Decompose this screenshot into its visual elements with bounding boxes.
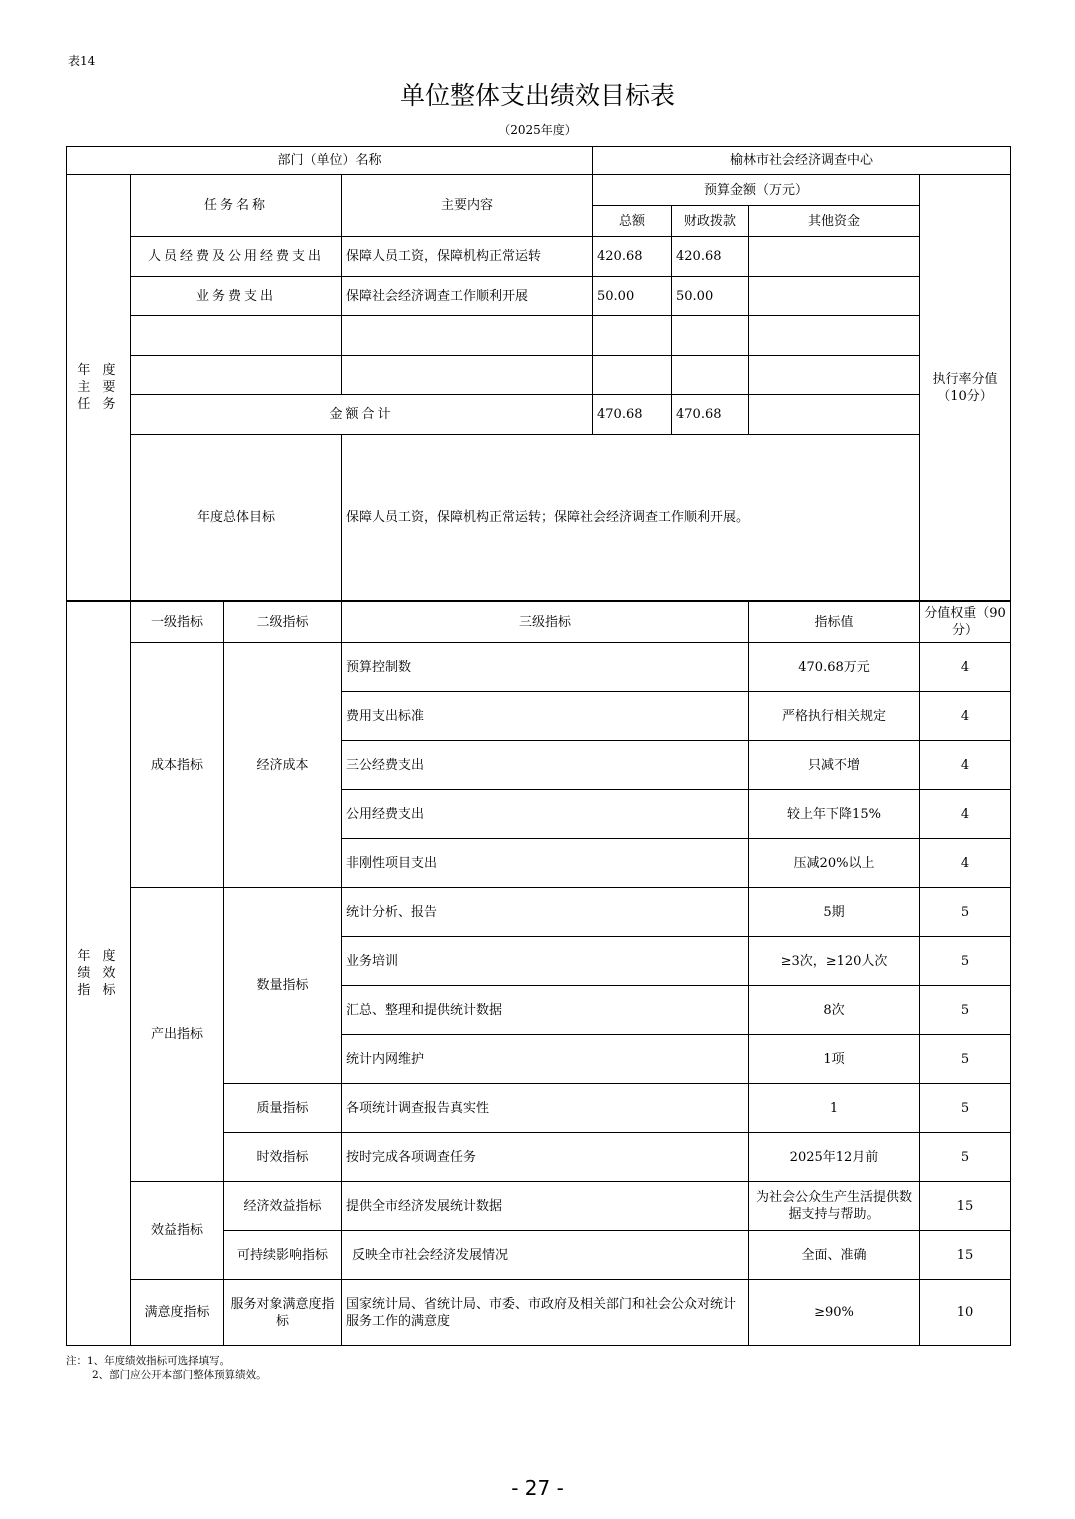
benefit-indicator: 效益指标 — [131, 1182, 224, 1280]
col-level3: 三级指标 — [342, 602, 749, 643]
task-content: 保障社会经济调查工作顺利开展 — [342, 277, 593, 316]
table-row — [67, 643, 1011, 692]
dept-name-label: 部门（单位）名称 — [67, 147, 593, 175]
indicator-value: 全面、准确 — [749, 1231, 920, 1280]
quality-indicator: 质量指标 — [224, 1084, 342, 1133]
task-fiscal — [672, 316, 749, 356]
level3-item: 按时完成各项调查任务 — [342, 1133, 749, 1182]
task-fiscal: 50.00 — [672, 277, 749, 316]
table-row — [67, 277, 1011, 316]
col-total: 总额 — [593, 206, 672, 237]
indicator-value: ≥3次，≥120人次 — [749, 937, 920, 986]
level3-item: 业务培训 — [342, 937, 749, 986]
cost-indicator: 成本指标 — [131, 643, 224, 888]
sum-total: 470.68 — [593, 395, 672, 435]
task-total: 50.00 — [593, 277, 672, 316]
table-label: 表14 — [68, 54, 96, 68]
sum-row — [67, 395, 1011, 435]
weight-value: 4 — [920, 839, 1011, 888]
weight-value: 4 — [920, 692, 1011, 741]
service-satisfaction-indicator: 服务对象满意度指标 — [224, 1280, 342, 1346]
level3-item: 反映全市社会经济发展情况 — [342, 1231, 749, 1280]
annual-tasks-label: 年 度 主 要 任 务 — [67, 175, 131, 601]
sustainability-indicator: 可持续影响指标 — [224, 1231, 342, 1280]
level3-item: 国家统计局、省统计局、市委、市政府及相关部门和社会公众对统计服务工作的满意度 — [342, 1280, 749, 1346]
economic-cost: 经济成本 — [224, 643, 342, 888]
col-main-content: 主要内容 — [342, 175, 593, 237]
col-weight: 分值权重（90分） — [920, 602, 1011, 643]
exec-rate-score: 执行率分值（10分） — [920, 175, 1011, 601]
task-other — [749, 277, 920, 316]
col-level1: 一级指标 — [131, 602, 224, 643]
task-name: 业务费支出 — [131, 277, 342, 316]
weight-value: 5 — [920, 888, 1011, 937]
level3-item: 统计分析、报告 — [342, 888, 749, 937]
task-total — [593, 316, 672, 356]
indicator-value: 为社会公众生产生活提供数据支持与帮助。 — [749, 1182, 920, 1231]
weight-value: 5 — [920, 937, 1011, 986]
output-indicator: 产出指标 — [131, 888, 224, 1182]
indicator-value: 8次 — [749, 986, 920, 1035]
table-row — [67, 356, 1011, 395]
annual-goal-label: 年度总体目标 — [131, 435, 342, 601]
timeliness-indicator: 时效指标 — [224, 1133, 342, 1182]
level3-item: 汇总、整理和提供统计数据 — [342, 986, 749, 1035]
indicator-value: 严格执行相关规定 — [749, 692, 920, 741]
task-fiscal: 420.68 — [672, 237, 749, 277]
quantity-indicator: 数量指标 — [224, 888, 342, 1084]
indicator-value: ≥90% — [749, 1280, 920, 1346]
task-content: 保障人员工资，保障机构正常运转 — [342, 237, 593, 277]
table-row — [67, 237, 1011, 277]
col-task-name: 任务名称 — [131, 175, 342, 237]
task-other — [749, 237, 920, 277]
footnote-1: 注：1、年度绩效指标可选择填写。 — [66, 1355, 231, 1367]
sum-other — [749, 395, 920, 435]
performance-indicator-table — [66, 601, 1011, 1346]
level3-item: 预算控制数 — [342, 643, 749, 692]
level3-item: 提供全市经济发展统计数据 — [342, 1182, 749, 1231]
task-name: 人员经费及公用经费支出 — [131, 237, 342, 277]
budget-task-table — [66, 146, 1011, 601]
sum-fiscal: 470.68 — [672, 395, 749, 435]
page-number: - 27 - — [511, 1476, 564, 1500]
indicator-value: 5期 — [749, 888, 920, 937]
indicator-value: 470.68万元 — [749, 643, 920, 692]
col-budget-amount: 预算金额（万元） — [593, 175, 920, 206]
weight-value: 10 — [920, 1280, 1011, 1346]
col-level2: 二级指标 — [224, 602, 342, 643]
table-row — [67, 316, 1011, 356]
task-total — [593, 356, 672, 395]
weight-value: 4 — [920, 741, 1011, 790]
satisfaction-indicator: 满意度指标 — [131, 1280, 224, 1346]
level3-item: 非刚性项目支出 — [342, 839, 749, 888]
task-other — [749, 316, 920, 356]
indicator-value: 1项 — [749, 1035, 920, 1084]
weight-value: 15 — [920, 1231, 1011, 1280]
indicator-value: 较上年下降15% — [749, 790, 920, 839]
task-content — [342, 356, 593, 395]
col-other: 其他资金 — [749, 206, 920, 237]
weight-value: 5 — [920, 1133, 1011, 1182]
level3-item: 公用经费支出 — [342, 790, 749, 839]
weight-value: 5 — [920, 1084, 1011, 1133]
level3-item: 各项统计调查报告真实性 — [342, 1084, 749, 1133]
task-name — [131, 316, 342, 356]
economic-benefit-indicator: 经济效益指标 — [224, 1182, 342, 1231]
annual-performance-label: 年 度 绩 效 指 标 — [67, 602, 131, 1346]
table-row — [67, 888, 1011, 937]
indicator-value: 2025年12月前 — [749, 1133, 920, 1182]
level3-item: 费用支出标准 — [342, 692, 749, 741]
table-row — [67, 1280, 1011, 1346]
task-fiscal — [672, 356, 749, 395]
weight-value: 5 — [920, 1035, 1011, 1084]
footnote-2: 2、部门应公开本部门整体预算绩效。 — [92, 1369, 267, 1381]
sum-label: 金额合计 — [131, 395, 593, 435]
task-other — [749, 356, 920, 395]
level3-item: 三公经费支出 — [342, 741, 749, 790]
page-title: 单位整体支出绩效目标表 — [399, 81, 675, 110]
task-content — [342, 316, 593, 356]
col-fiscal: 财政拨款 — [672, 206, 749, 237]
weight-value: 5 — [920, 986, 1011, 1035]
annual-goal-text: 保障人员工资，保障机构正常运转；保障社会经济调查工作顺利开展。 — [342, 435, 1011, 601]
indicator-value: 压减20%以上 — [749, 839, 920, 888]
fiscal-year: （2025年度） — [498, 123, 577, 137]
weight-value: 4 — [920, 643, 1011, 692]
task-name — [131, 356, 342, 395]
weight-value: 4 — [920, 790, 1011, 839]
level3-item: 统计内网维护 — [342, 1035, 749, 1084]
indicator-value: 只减不增 — [749, 741, 920, 790]
table-row — [67, 1182, 1011, 1231]
footnotes — [66, 1354, 267, 1382]
indicator-value: 1 — [749, 1084, 920, 1133]
col-indicator-value: 指标值 — [749, 602, 920, 643]
weight-value: 15 — [920, 1182, 1011, 1231]
task-total: 420.68 — [593, 237, 672, 277]
dept-name-value: 榆林市社会经济调查中心 — [593, 147, 1011, 175]
